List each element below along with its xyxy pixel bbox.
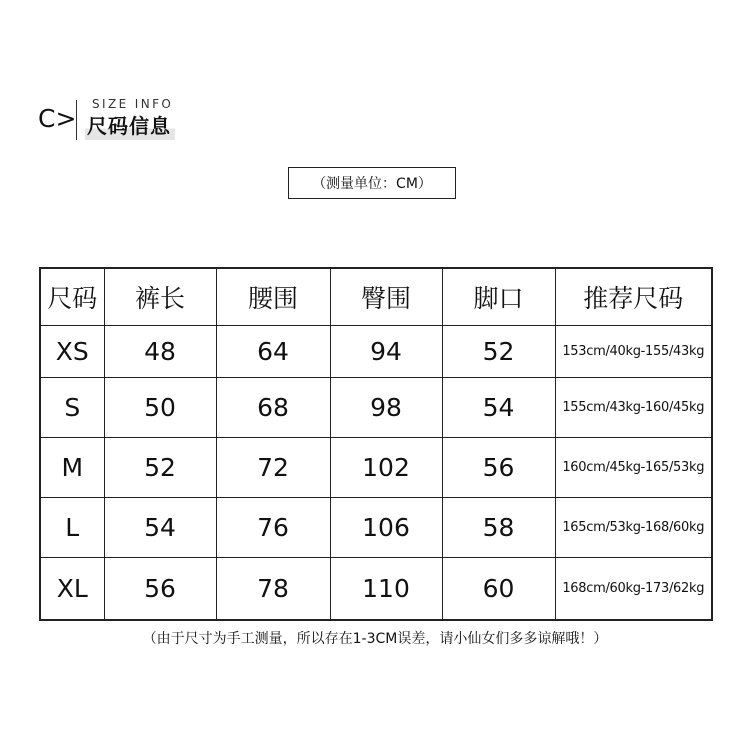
table-header-row bbox=[40, 268, 712, 326]
header-subtitle: SIZE INFO bbox=[92, 97, 174, 111]
header-size: 尺码 bbox=[40, 268, 104, 326]
size-info-header bbox=[38, 96, 238, 146]
recommended-size-cell: 165cm/53kg-168/60kg bbox=[555, 498, 712, 558]
waist-cell: 78 bbox=[216, 558, 330, 621]
leg-opening-cell: 54 bbox=[442, 378, 555, 438]
brand-logo: C> bbox=[38, 104, 77, 133]
waist-cell: 68 bbox=[216, 378, 330, 438]
recommended-size-cell: 155cm/43kg-160/45kg bbox=[555, 378, 712, 438]
size-cell: XS bbox=[40, 326, 104, 378]
pants-length-cell: 48 bbox=[104, 326, 216, 378]
hip-cell: 94 bbox=[330, 326, 442, 378]
size-chart-table bbox=[39, 267, 713, 621]
leg-opening-cell: 52 bbox=[442, 326, 555, 378]
leg-opening-cell: 56 bbox=[442, 438, 555, 498]
pants-length-cell: 56 bbox=[104, 558, 216, 621]
pants-length-cell: 54 bbox=[104, 498, 216, 558]
hip-cell: 102 bbox=[330, 438, 442, 498]
waist-cell: 72 bbox=[216, 438, 330, 498]
header-pants-length: 裤长 bbox=[104, 268, 216, 326]
waist-cell: 76 bbox=[216, 498, 330, 558]
header-waist: 腰围 bbox=[216, 268, 330, 326]
header-divider bbox=[76, 100, 77, 140]
pants-length-cell: 52 bbox=[104, 438, 216, 498]
table-row bbox=[40, 378, 712, 438]
table-row bbox=[40, 326, 712, 378]
table-row bbox=[40, 558, 712, 621]
recommended-size-cell: 153cm/40kg-155/43kg bbox=[555, 326, 712, 378]
recommended-size-cell: 168cm/60kg-173/62kg bbox=[555, 558, 712, 621]
leg-opening-cell: 58 bbox=[442, 498, 555, 558]
waist-cell: 64 bbox=[216, 326, 330, 378]
size-cell: L bbox=[40, 498, 104, 558]
hip-cell: 98 bbox=[330, 378, 442, 438]
header-hip: 臀围 bbox=[330, 268, 442, 326]
hip-cell: 106 bbox=[330, 498, 442, 558]
table-row bbox=[40, 438, 712, 498]
size-cell: S bbox=[40, 378, 104, 438]
recommended-size-cell: 160cm/45kg-165/53kg bbox=[555, 438, 712, 498]
measurement-error-note: （由于尺寸为手工测量，所以存在1-3CM误差，请小仙女们多多谅解哦！） bbox=[142, 631, 608, 647]
header-leg-opening: 脚口 bbox=[442, 268, 555, 326]
leg-opening-cell: 60 bbox=[442, 558, 555, 621]
size-cell: M bbox=[40, 438, 104, 498]
page-title: 尺码信息 bbox=[85, 114, 175, 140]
table-row bbox=[40, 498, 712, 558]
hip-cell: 110 bbox=[330, 558, 442, 621]
measurement-unit-note: （测量单位：CM） bbox=[288, 167, 456, 199]
size-cell: XL bbox=[40, 558, 104, 621]
header-recommended-size: 推荐尺码 bbox=[555, 268, 712, 326]
pants-length-cell: 50 bbox=[104, 378, 216, 438]
